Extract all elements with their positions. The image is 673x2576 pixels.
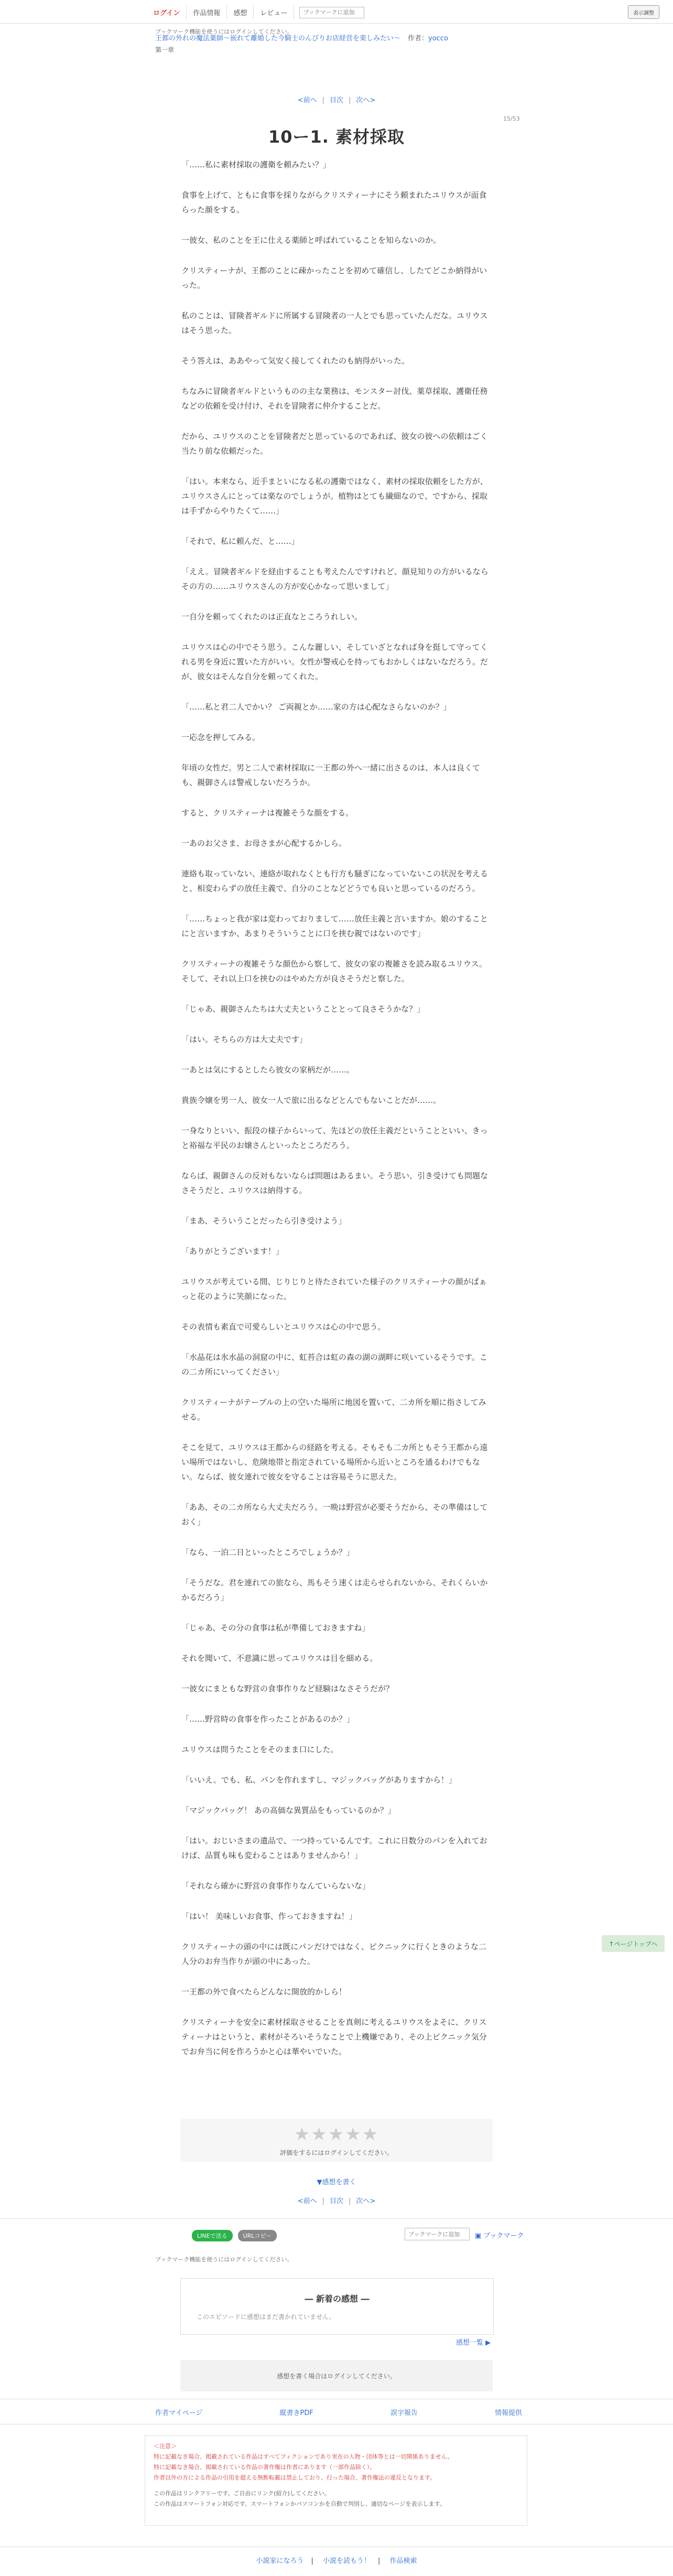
body-paragraph: それを聞いて、不意識に思ってユリウスは目を細める。 bbox=[181, 1654, 378, 1663]
body-paragraph: 一あのお父さま、お母さまが心配するかしら。 bbox=[181, 839, 347, 848]
body-paragraph: 年頃の女性だ。男と二人で素材採取に一王都の外へ一緒に出さるのは、本人は良くても、親御さんは警戒しないだろうか。 bbox=[181, 763, 481, 787]
body-paragraph: ユリウスが考えている間、じりじりと待たされていた様子のクリスティーナの顔がぱぁっと花のように笑顔になった。 bbox=[181, 1277, 487, 1301]
body-paragraph: 「それで、私に頼んだ、と……」 bbox=[181, 536, 299, 546]
body-paragraph: そこを見て、ユリウスは王都からの経路を考える。そもそも二カ所ともそう王都から遠い場所ではないし、危険地帯と指定されている場所から近いところを通るわけでもない。ならば、彼女連れで彼女を守ることは容易そうに思えた。 bbox=[181, 1443, 488, 1482]
body-paragraph: 一自分を頼ってくれたのは正直なところうれしい。 bbox=[181, 612, 363, 621]
author-link[interactable]: yocco bbox=[428, 35, 448, 42]
login-link[interactable]: ログイン bbox=[147, 5, 187, 19]
page-top-button[interactable]: ↑ページトップへ bbox=[602, 1935, 665, 1952]
notice-line: この作品はリンクフリーです。ご自由にリンク(紹介)してください。 bbox=[154, 2490, 330, 2497]
body-paragraph: クリスティーナの複雑そうな顔色から察して、彼女の家の複雑さを読み取るユリウス。そして、それ以上口を挟むのはやめた方が良さそうだと察した。 bbox=[181, 959, 487, 983]
body-paragraph: 「ああ、その二カ所なら大丈夫だろう。一晩は野営が必要そうだから、その準備はしておく」 bbox=[181, 1502, 488, 1527]
reviews-empty: このエピソードに感想はまだ書かれていません。 bbox=[197, 2313, 335, 2321]
body-paragraph: 一応念を押してみる。 bbox=[181, 733, 260, 742]
notice-line: この作品はスマートフォン対応です。スマートフォンかパソコンかを自動で判別し、適切なページを表示します。 bbox=[154, 2500, 446, 2507]
notice-line: 特に記載なき場合、掲載されている作品はすべてフィクションであり実在の人物・団体等とは一切関係ありません。 bbox=[154, 2453, 453, 2460]
body-paragraph: 「まあ、そういうことだったら引き受けよう」 bbox=[181, 1216, 346, 1226]
write-impression-link[interactable]: ▼感想を書く bbox=[317, 2178, 356, 2186]
page-number: 15/53 bbox=[503, 115, 520, 122]
body-paragraph: 「そうだな。君を連れての旅なら、馬もそう速くは走らせられないから、それくらいかかるだろう」 bbox=[181, 1578, 488, 1602]
prev-link[interactable]: <前へ bbox=[297, 96, 317, 104]
reviews-all-link[interactable]: 感想一覧 ▶ bbox=[456, 2339, 491, 2347]
bookmark-button-label: ブックマーク bbox=[483, 2232, 524, 2240]
notice-box bbox=[145, 2435, 527, 2526]
body-paragraph: 「はい。そちらの方は大丈夫です」 bbox=[181, 1035, 308, 1044]
body-paragraph: 「じゃあ、その分の食事は私が準備しておきますね」 bbox=[181, 1623, 370, 1633]
episode-title: 10ー1. 素材採取 bbox=[268, 127, 405, 147]
chapter-label: 第一章 bbox=[155, 46, 175, 53]
body-paragraph: ユリウスは問うたことをそのまま口にした。 bbox=[181, 1745, 339, 1754]
body-paragraph: 一王都の外で食べたらどんなに開放的かしら！ bbox=[181, 1987, 347, 1997]
body-paragraph: その表情も素直で可愛らしいとユリウスは心の中で思う。 bbox=[181, 1322, 386, 1332]
line-share-button[interactable]: LINEで送る bbox=[192, 2230, 233, 2241]
prev-link-bottom[interactable]: <前へ bbox=[297, 2197, 317, 2205]
body-paragraph: 「はい！ 美味しいお食事、作っておきますね！」 bbox=[181, 1912, 357, 1921]
bottom-links: 小説家になろう | 小説を読もう！ | 作品検索 bbox=[256, 2557, 417, 2565]
share-row bbox=[192, 2230, 277, 2241]
site-link-search[interactable]: 作品検索 bbox=[389, 2557, 417, 2565]
body-paragraph: 「はい。本来なら、近手まといになる私の護衛ではなく、素材の採取依頼をした方が、ユリウスさんにとっては楽なのでしょうが。植物はとても繊細なので、ですから、採取は手ずからやりたくて……」 bbox=[181, 477, 488, 516]
body-paragraph: 「水晶花は氷水晶の洞窟の中に、虹苔合は虹の森の湖の湖畔に咲いているそうです。この二カ所にいってください」 bbox=[181, 1353, 487, 1377]
vertical-pdf-link[interactable]: 縦書きPDF bbox=[279, 2409, 313, 2417]
body-paragraph: ならば、親御さんの反対もないならば問題はあるまい。そう思い、引き受けても問題なさそうだと、ユリウスは納得する。 bbox=[181, 1171, 489, 1195]
body-paragraph: クリスティーナを安全に素材採取させることを真剣に考えるユリウスをよそに、クリスティーナはというと、素材がそろいそうなことで上機嫌であり、その上ピクニック気分でお弁当に何を作ろうかと心は華やいでいた。 bbox=[181, 2017, 487, 2056]
reviews-box bbox=[180, 2278, 494, 2335]
bookmark-login-note: ブックマーク機能を使うにはログインしてください。 bbox=[155, 28, 293, 35]
body-paragraph: ユリウスは心の中でそう思う。こんな麗しい、そしていざとなれば身を挺して守ってくれる男を身近に置いた方がいい。女性が警戒心を持ってもおかしくはないなだろう。だが、彼女はそんな自分を頼ってくれた。 bbox=[181, 642, 489, 681]
series-title-line bbox=[155, 34, 522, 44]
pager-top: <前へ | 目次 | 次へ> bbox=[297, 96, 376, 104]
body-paragraph: 「……野営時の食事を作ったことがあるのか？」 bbox=[181, 1714, 355, 1724]
body-paragraph: 「ええ。冒険者ギルドを経由することも考えたんですけれど、顔見知りの方がいるならその方の……ユリウスさんの方が安心かなって思いまして」 bbox=[181, 567, 489, 591]
body-paragraph: 一あとは気にするとしたら彼女の家柄だが……。 bbox=[181, 1065, 355, 1075]
nav-impressions[interactable]: 感想 bbox=[227, 5, 254, 19]
body-paragraph: 一身なりといい、振段の様子からいって、先ほどの放任主義だということといい、きっと裕福な平民のお嬢さんといったところだろう。 bbox=[181, 1126, 488, 1150]
body-paragraph: だから、ユリウスのことを冒険者だと思っているのであれば、彼女の彼への依頼はごく当たり前な依頼だった。 bbox=[181, 432, 488, 456]
novel-body bbox=[181, 157, 491, 2075]
next-link[interactable]: 次へ> bbox=[356, 96, 376, 104]
body-paragraph: 一彼女にまともな野営の食事作りなど経験はなさそうだが？ bbox=[181, 1684, 394, 1693]
site-link-narou[interactable]: 小説家になろう bbox=[256, 2557, 304, 2565]
notice-line: 特に記載なき場合、掲載されている作品の著作権は作者にあります（一部作品除く）。 bbox=[154, 2464, 376, 2471]
body-paragraph: 「はい。おじいさまの遺品で、一つ持っているんです。これに日数分のパンを入れておけば、品質も味も変わることはありませんから！」 bbox=[181, 1836, 487, 1860]
notice-title: ＜注意＞ bbox=[154, 2443, 177, 2450]
body-paragraph: 「じゃあ、親御さんたちは大丈夫ということとって良さそうかな？」 bbox=[181, 1004, 425, 1014]
body-paragraph: 「マジックバッグ！ あの高価な異質品をもっているのか？」 bbox=[181, 1806, 396, 1815]
body-paragraph: そう答えは、ああやって気安く接してくれたのも納得がいった。 bbox=[181, 356, 410, 366]
body-paragraph: 「なら、一泊二日といったところでしょうか？」 bbox=[181, 1548, 354, 1557]
body-paragraph: すると、クリスティーナは複雑そうな顔をする。 bbox=[181, 808, 354, 818]
review-login-box bbox=[180, 2360, 493, 2391]
author-label: 作者： bbox=[408, 35, 429, 42]
typo-report-link[interactable]: 誤字報告 bbox=[390, 2409, 418, 2417]
body-paragraph: 一彼女、私のことを王に仕える薬師と呼ばれていることを知らないのか。 bbox=[181, 235, 441, 245]
rating-stars[interactable]: ★★★★★ bbox=[294, 2124, 379, 2145]
body-paragraph: 「ありがとうございます！」 bbox=[181, 1247, 284, 1256]
body-paragraph: 「……私と君二人でかい？ ご両親とか……家の方は心配なさらないのか？」 bbox=[181, 702, 451, 712]
divider bbox=[0, 2218, 673, 2219]
notice-line: 作者以外の方による作品の引用を超える無断転載は禁止しており、行った場合、著作権法の違反となります。 bbox=[154, 2474, 436, 2481]
toc-link-bottom[interactable]: 目次 bbox=[329, 2197, 343, 2205]
toc-link[interactable]: 目次 bbox=[329, 96, 343, 104]
series-title-link[interactable]: 王都の外れの魔法薬師〜嵌れて離婚した今騎士のんびりお店経営を楽しみたい〜 bbox=[155, 35, 401, 42]
body-paragraph: 「それなら確かに野営の食事作りなんていらないな」 bbox=[181, 1881, 371, 1891]
info-provide-link[interactable]: 情報提供 bbox=[494, 2409, 522, 2417]
bookmark-icon: ▣ bbox=[475, 2232, 484, 2240]
body-paragraph: 「いいえ。でも、私、パンを作れますし、マジックバッグがありますから！」 bbox=[181, 1775, 457, 1785]
pager-bottom: <前へ | 目次 | 次へ> bbox=[297, 2197, 376, 2205]
rating-login-note: 評価をするにはログインしてください。 bbox=[280, 2149, 393, 2156]
author-mypage-link[interactable]: 作者マイページ bbox=[155, 2409, 203, 2417]
body-paragraph: 「……ちょっと我が家は変わっておりまして……放任主義と言いますか。娘のすることにと言いますか、あまりそういうことに口を挟む親ではないのです」 bbox=[181, 914, 488, 938]
display-settings-button[interactable]: 表示調整 bbox=[628, 5, 659, 19]
nav-reviews[interactable]: レビュー bbox=[254, 5, 294, 19]
bookmark-add-input-bottom[interactable] bbox=[405, 2228, 470, 2240]
footer-nav bbox=[155, 2407, 522, 2417]
body-paragraph: 連絡も取っていない、連絡が取れなくとも行方も騒ぎになっていないこの状況を考えると、相変わらずの放任主義で、自分のことなどどうでも良いと思っているのだろう。 bbox=[181, 869, 489, 893]
top-nav bbox=[147, 5, 364, 19]
body-paragraph: クリスティーナの頭の中には既にパンだけではなく、ピクニックに行くときのような二人分のお弁当作りが頭の中にあった。 bbox=[181, 1942, 487, 1966]
review-login-note: 感想を書く場合はログインしてください。 bbox=[277, 2373, 396, 2380]
rating-box bbox=[180, 2119, 493, 2162]
next-link-bottom[interactable]: 次へ> bbox=[356, 2197, 376, 2205]
body-paragraph: 私のことは、冒険者ギルドに所属する冒険者の一人とでも思っていたんだな。ユリウスはそう思った。 bbox=[181, 311, 488, 335]
nav-work-info[interactable]: 作品情報 bbox=[187, 5, 227, 19]
body-paragraph: 食事を上げて、ともに食事を採りながらクリスティーナにそう頼まれたユリウスが面食らった顔をする。 bbox=[181, 190, 487, 214]
body-paragraph: 「……私に素材採取の護衛を頼みたい？」 bbox=[181, 160, 331, 169]
series-info bbox=[155, 34, 522, 54]
bookmark-login-note-bottom: ブックマーク機能を使うにはログインしてください。 bbox=[155, 2256, 293, 2263]
bookmark-button[interactable] bbox=[475, 2230, 524, 2240]
url-copy-button[interactable]: URLコピー bbox=[238, 2230, 277, 2241]
reviews-title: ― 新着の感想 ― bbox=[305, 2294, 370, 2304]
body-paragraph: 貴族令嬢を男一人、彼女一人で旅に出るなどとんでもないことだが……。 bbox=[181, 1096, 441, 1105]
bookmark-add-input[interactable] bbox=[299, 7, 364, 18]
body-paragraph: クリスティーナがテーブルの上の空いた場所に地図を置いて、二カ所を順に指さしてみせる。 bbox=[181, 1398, 486, 1422]
body-paragraph: ちなみに冒険者ギルドというものの主な業務は、モンスター討伐、薬草採取、護衛任務などの依頼を受け付け、それを冒険者に仲介することだ。 bbox=[181, 387, 488, 411]
top-bar bbox=[0, 0, 673, 24]
site-link-yomou[interactable]: 小説を読もう！ bbox=[322, 2557, 371, 2565]
body-paragraph: クリスティーナが、王都のことに疎かったことを初めて確信し、したてどこか納得がいった。 bbox=[181, 266, 487, 290]
